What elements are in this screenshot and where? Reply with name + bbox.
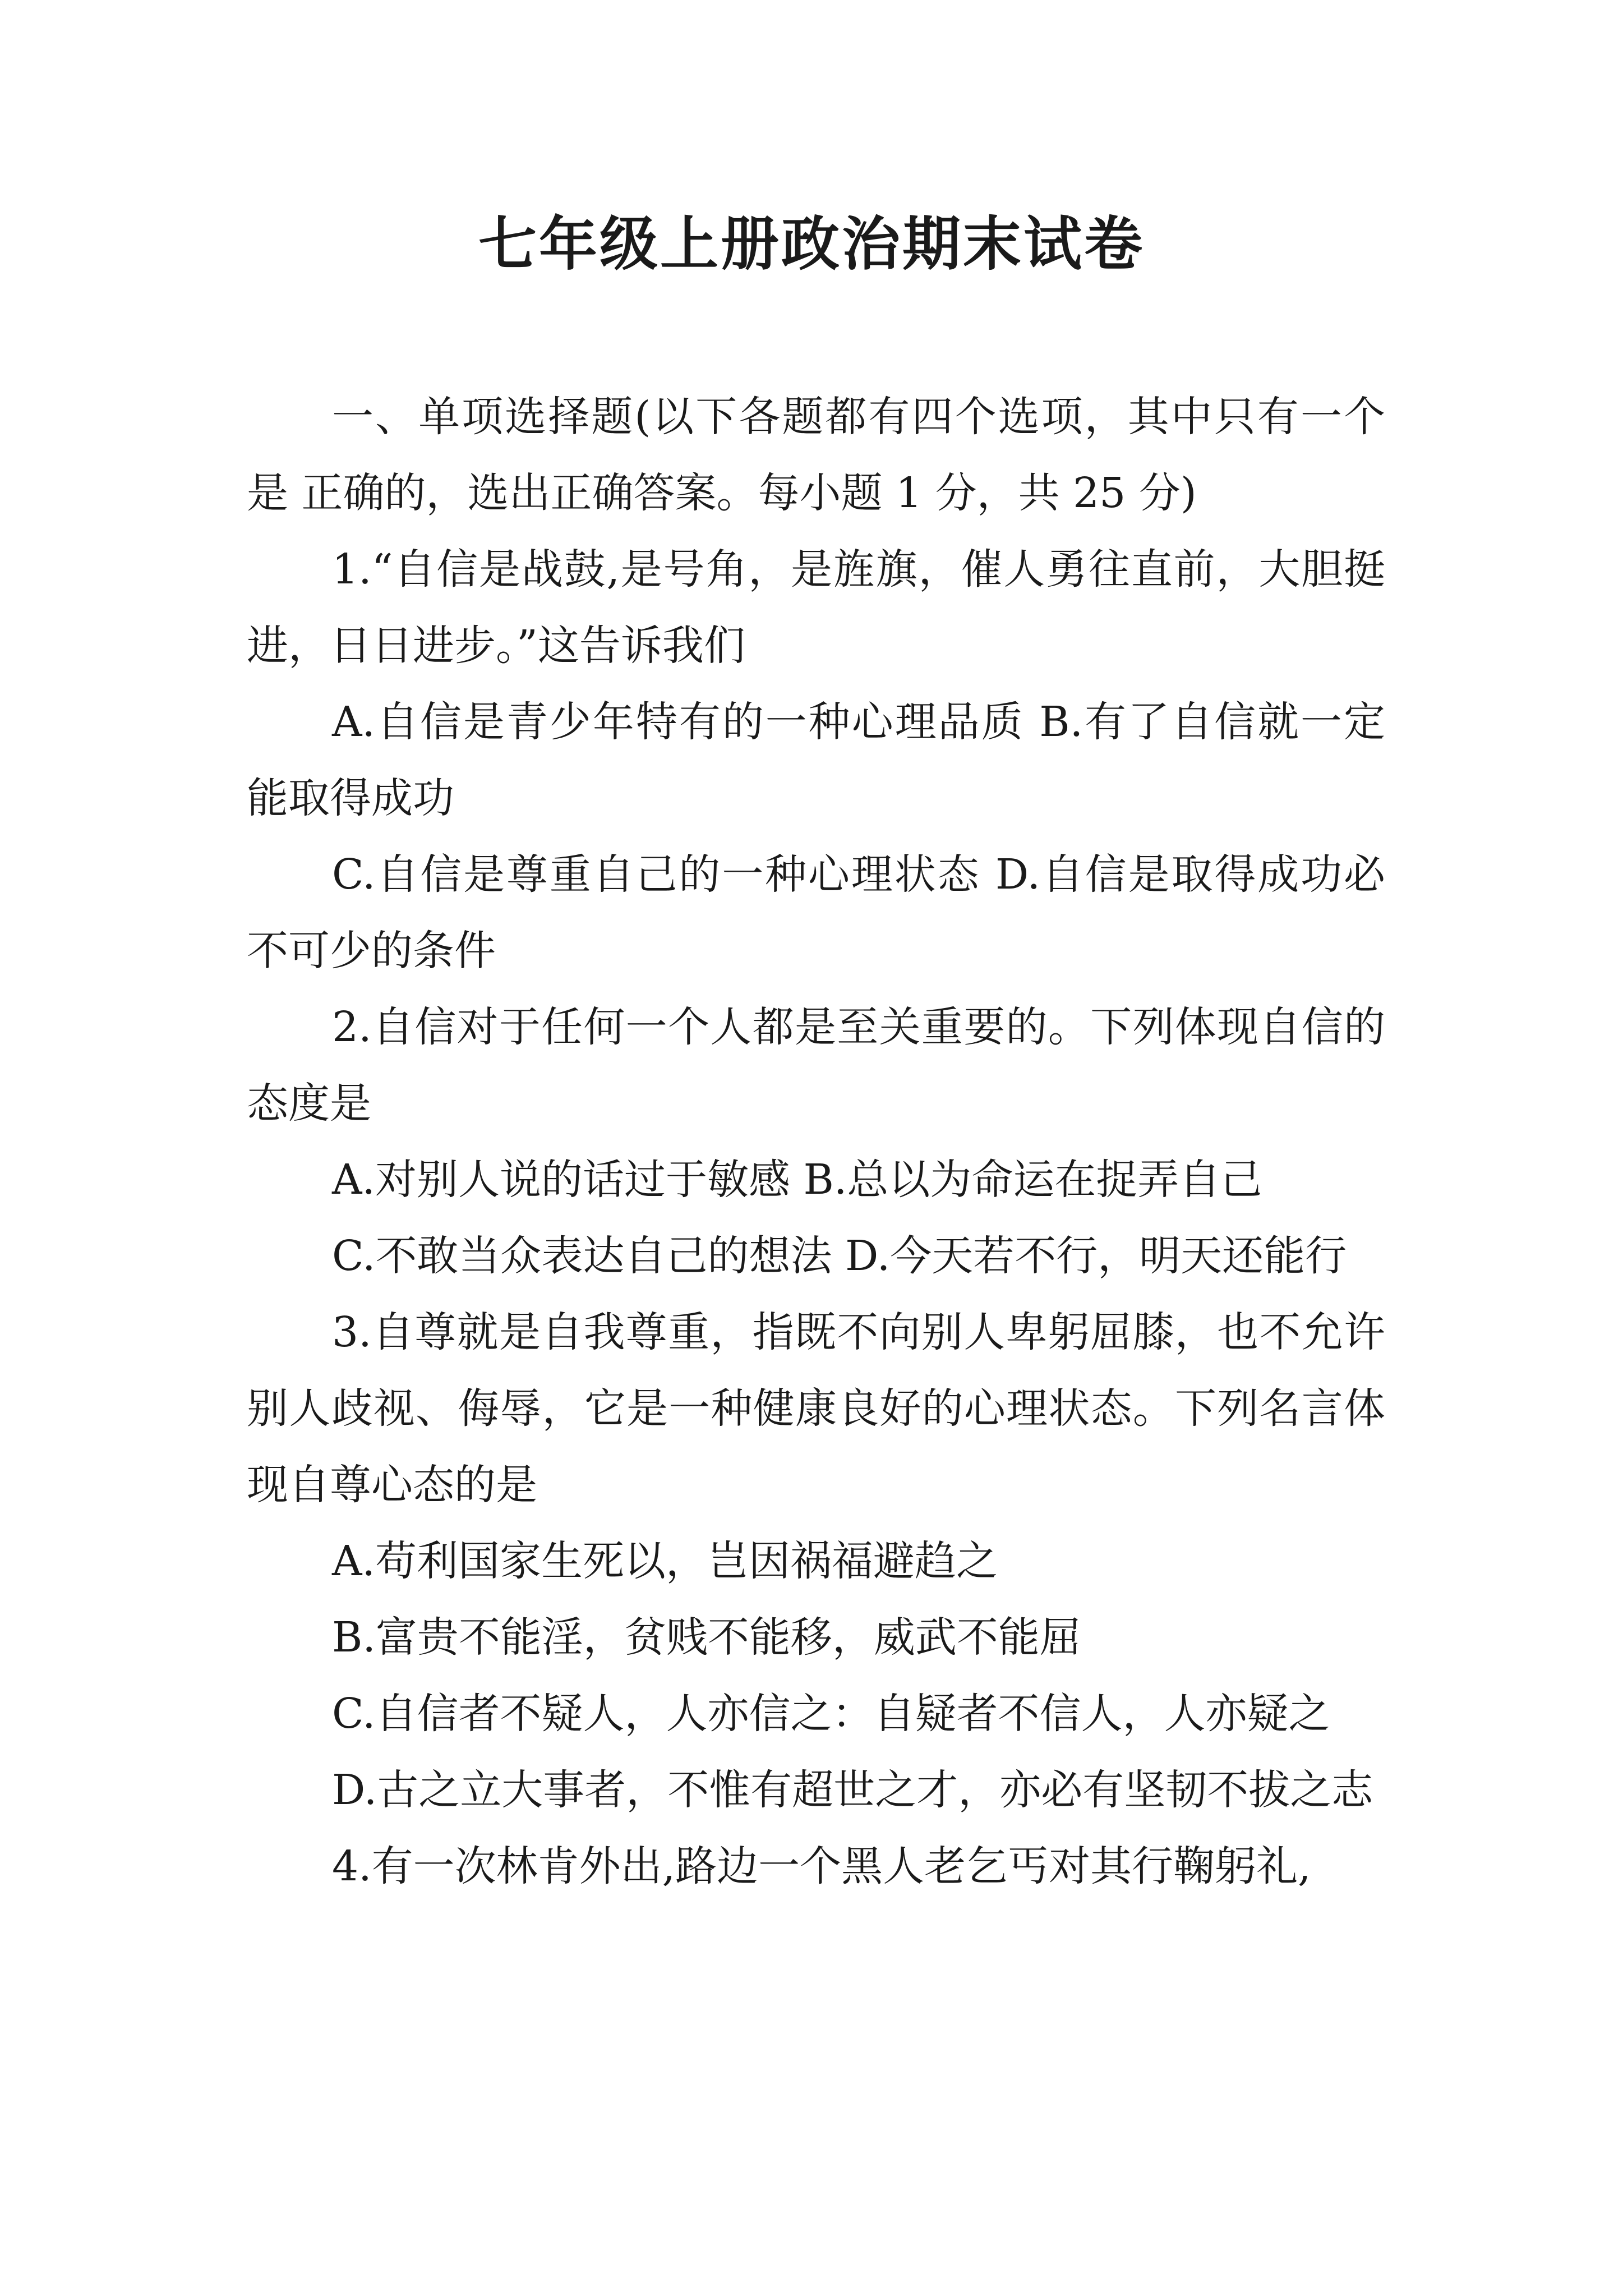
question-1: 1.“自信是战鼓,是号角，是旌旗，催人勇往直前，大胆挺进，日日进步。”这告诉我们 <box>247 545 1385 670</box>
section-heading: 一、单项选择题(以下各题都有四个选项，其中只有一个是 正确的，选出正确答案。每小题 1 分，共 25 分) <box>247 393 1385 517</box>
question-2: 2.自信对于任何一个人都是至关重要的。下列体现自信的态度是 <box>247 1003 1385 1128</box>
page-title: 七年级上册政治期末试卷 <box>478 209 1145 278</box>
question-2-options-cd: C.不敢当众表达自己的想法 D.今天若不行，明天还能行 <box>332 1232 1347 1280</box>
question-3-option-a: A.苟利国家生死以，岂因祸福避趋之 <box>332 1537 998 1585</box>
question-3-option-d: D.古之立大事者，不惟有超世之才，亦必有坚韧不拔之志 <box>332 1766 1373 1814</box>
question-1-options-cd: C.自信是尊重自己的一种心理状态 D.自信是取得成功必不可少的条件 <box>247 850 1385 975</box>
question-3-option-c: C.自信者不疑人，人亦信之：自疑者不信人，人亦疑之 <box>332 1690 1330 1738</box>
question-2-options-ab: A.对别人说的话过于敏感 B.总以为命运在捉弄自己 <box>332 1156 1262 1204</box>
question-3-option-b: B.富贵不能淫，贫贱不能移，威武不能屈 <box>332 1613 1081 1662</box>
document-body <box>247 379 1385 1904</box>
question-3: 3.自尊就是自我尊重，指既不向别人卑躬屈膝，也不允许别人歧视、侮辱，它是一种健康良好的心理状态。下列名言体现自尊心态的是 <box>247 1308 1385 1509</box>
question-1-options-ab: A.自信是青少年特有的一种心理品质 B.有了自信就一定能取得成功 <box>247 698 1385 822</box>
question-4: 4.有一次林肯外出,路边一个黑人老乞丐对其行鞠躬礼, <box>332 1842 1311 1890</box>
